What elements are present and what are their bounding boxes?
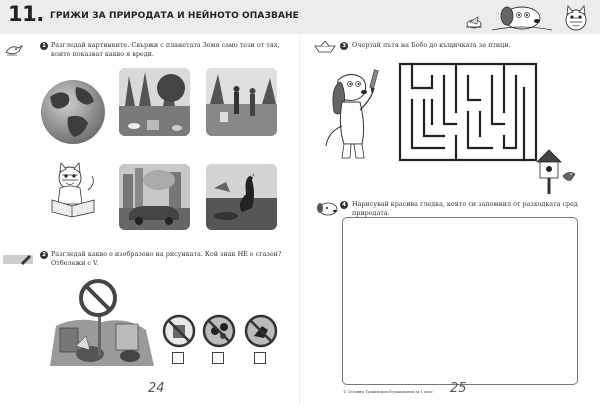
paint-brush-icon [3,251,33,267]
task-4-line-1: Нарисувай красива гледка, която си запомнил от разходката сред природата. [352,200,578,217]
cat-head-icon [566,6,586,30]
no-entry-sign-icon [78,278,118,318]
task-2-line-1: Разгледай какво е изобразено на рисунката. Кой знак НЕ е сгазен? [51,250,282,258]
no-littering-sign-icon [162,314,196,348]
task-number-2: 2 [40,251,48,259]
page-number-right: 25 [450,381,467,396]
task-number-4: 4 [340,201,348,209]
footer-note: © Сезонни Тракийския Редакционни за 1 клас [343,390,433,394]
maze-grid[interactable] [398,62,538,162]
task-1-text [51,41,279,58]
bird-icon [4,40,24,58]
page-number-left: 24 [148,381,165,396]
header-animals-illustration [462,0,600,34]
task-1-line-2: които показват какво я вреди. [51,49,154,58]
lesson-title: ГРИЖИ ЗА ПРИРОДАТА И НЕЙНОТО ОПАЗВАНЕ [50,11,299,21]
dog-illustration [318,66,396,164]
task-1-line-1: Разгледай картинките. Свържи с планетата Земя само тези от тях, [51,41,280,49]
earth-icon [38,77,108,147]
paper-boat-icon [314,41,336,53]
dog-head-icon [492,7,552,30]
page-divider [299,34,300,404]
task-number-1: 1 [40,42,48,50]
task-2-line-2: Отбележи с V. [51,258,99,267]
birdhouse-icon [533,148,577,194]
cat-with-book-icon [44,160,102,218]
drawing-area[interactable] [342,217,578,385]
task-3-line-1: Очертай пътя на Бобо до къщичката за птици. [352,41,511,49]
task-2-text [51,250,281,267]
task-4-text [352,200,600,217]
lesson-number: 11. [8,2,44,26]
sign-2-checkbox[interactable] [212,352,224,364]
task-3-text [352,41,511,50]
photo-oil-spill-bird [206,164,277,230]
photo-littered-park [119,68,190,136]
photo-people-cleaning [206,68,277,136]
sign-1-checkbox[interactable] [172,352,184,364]
bird-icon [466,17,482,28]
no-cutting-sign-icon [202,314,236,348]
task-number-3: 3 [340,42,348,50]
photo-car-pollution [119,164,190,230]
sign-3-checkbox[interactable] [254,352,266,364]
dog-head-icon [314,200,338,216]
no-hunting-sign-icon [244,314,278,348]
bird-icon [563,172,575,180]
